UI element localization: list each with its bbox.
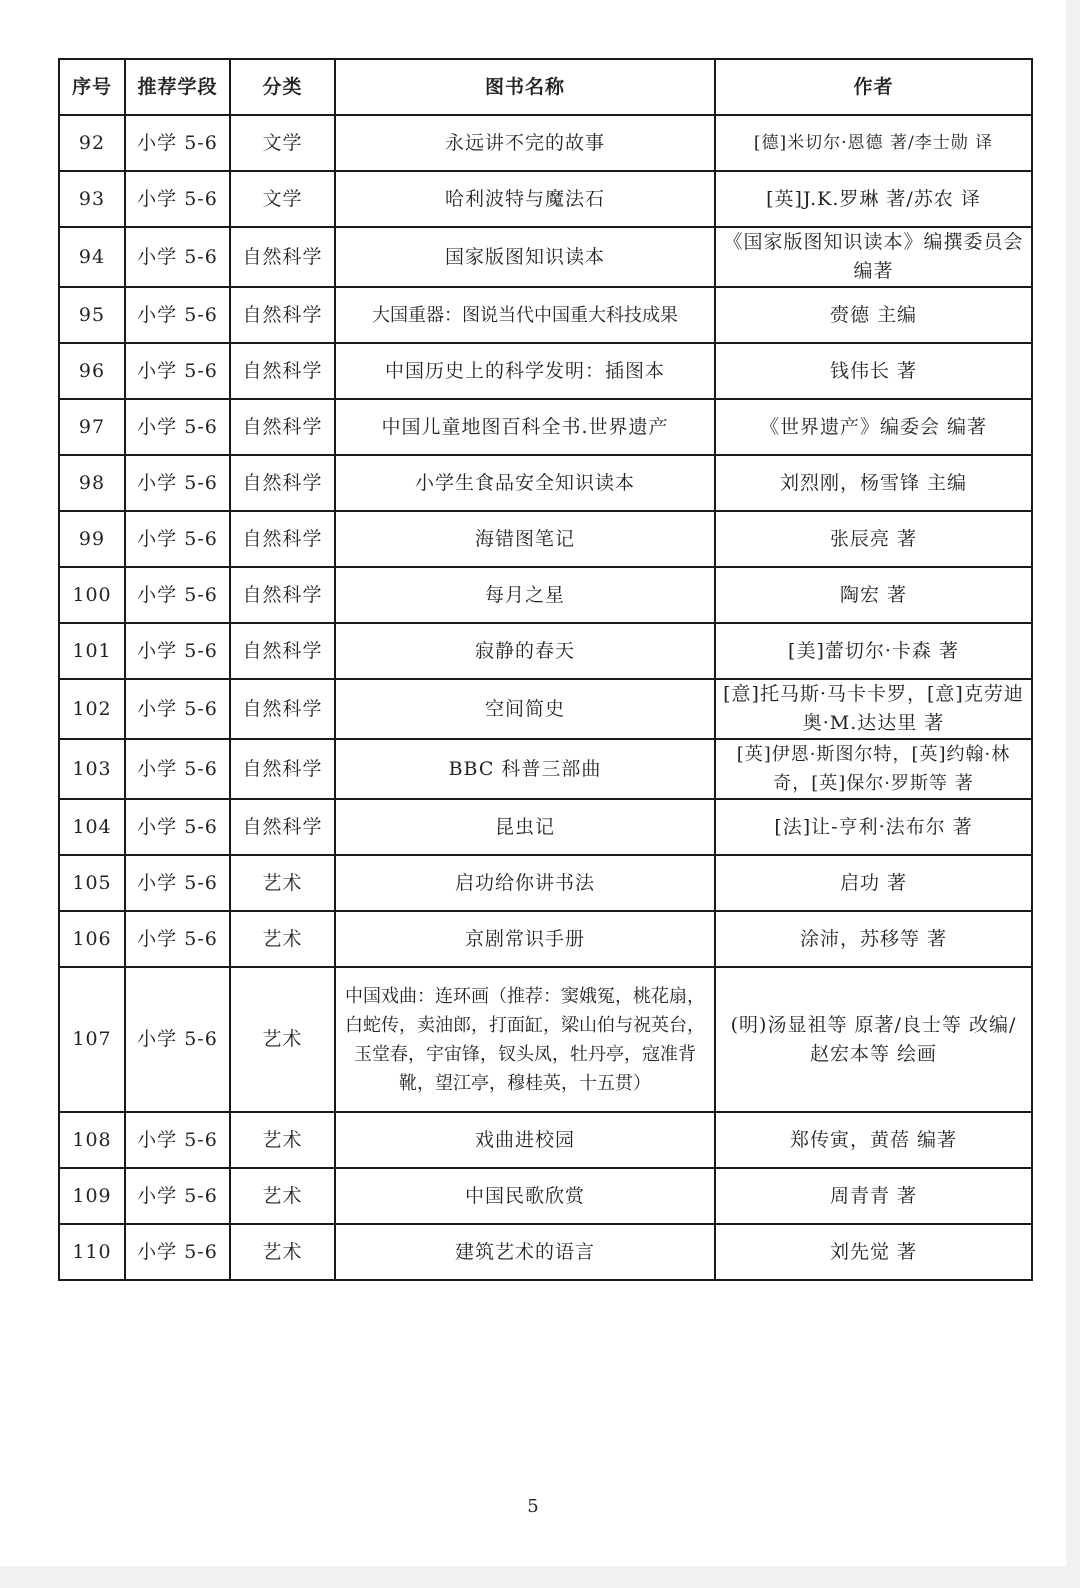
header-author: 作者 [715,59,1032,115]
cell-index: 102 [59,679,125,739]
cell-stage: 小学 5-6 [125,227,230,287]
cell-stage: 小学 5-6 [125,739,230,799]
cell-title: 小学生食品安全知识读本 [335,455,715,511]
cell-category: 自然科学 [230,343,335,399]
cell-title: 启功给你讲书法 [335,855,715,911]
page-number: 5 [527,1496,539,1517]
cell-title: 中国儿童地图百科全书.世界遗产 [335,399,715,455]
header-title: 图书名称 [335,59,715,115]
table-row [59,399,1032,455]
cell-author: (明)汤显祖等 原著/良士等 改编/赵宏本等 绘画 [715,967,1032,1112]
table-row [59,967,1032,1112]
table-header-row [59,59,1032,115]
cell-category: 自然科学 [230,739,335,799]
cell-category: 自然科学 [230,511,335,567]
cell-category: 自然科学 [230,399,335,455]
cell-author: 《国家版图知识读本》编撰委员会 编著 [715,227,1032,287]
cell-category: 文学 [230,115,335,171]
cell-author: [英]J.K.罗琳 著/苏农 译 [715,171,1032,227]
table-row [59,855,1032,911]
book-list-table [58,58,1033,1281]
cell-stage: 小学 5-6 [125,343,230,399]
table-row [59,227,1032,287]
cell-index: 95 [59,287,125,343]
cell-category: 艺术 [230,1224,335,1280]
cell-author: 《世界遗产》编委会 编著 [715,399,1032,455]
cell-category: 艺术 [230,1168,335,1224]
cell-category: 文学 [230,171,335,227]
cell-index: 110 [59,1224,125,1280]
cell-stage: 小学 5-6 [125,855,230,911]
cell-category: 自然科学 [230,567,335,623]
cell-stage: 小学 5-6 [125,1168,230,1224]
cell-index: 100 [59,567,125,623]
cell-author: 陶宏 著 [715,567,1032,623]
cell-author: [美]蕾切尔·卡森 著 [715,623,1032,679]
table-row [59,287,1032,343]
header-index: 序号 [59,59,125,115]
cell-title: 大国重器：图说当代中国重大科技成果 [335,287,715,343]
table-row [59,679,1032,739]
cell-author: 启功 著 [715,855,1032,911]
cell-stage: 小学 5-6 [125,511,230,567]
cell-author: [英]伊恩·斯图尔特，[英]约翰·林奇，[英]保尔·罗斯等 著 [715,739,1032,799]
cell-stage: 小学 5-6 [125,967,230,1112]
table-row [59,115,1032,171]
cell-stage: 小学 5-6 [125,1112,230,1168]
cell-index: 98 [59,455,125,511]
cell-index: 94 [59,227,125,287]
table-row [59,623,1032,679]
table-row [59,739,1032,799]
header-category: 分类 [230,59,335,115]
cell-category: 自然科学 [230,799,335,855]
cell-title: 哈利波特与魔法石 [335,171,715,227]
cell-category: 艺术 [230,967,335,1112]
cell-author: 周青青 著 [715,1168,1032,1224]
cell-stage: 小学 5-6 [125,567,230,623]
cell-author: [德]米切尔·恩德 著/李士勋 译 [715,115,1032,171]
cell-stage: 小学 5-6 [125,455,230,511]
header-stage: 推荐学段 [125,59,230,115]
cell-category: 自然科学 [230,287,335,343]
cell-stage: 小学 5-6 [125,171,230,227]
cell-title: 中国戏曲：连环画（推荐：窦娥冤，桃花扇，白蛇传，卖油郎，打面缸，梁山伯与祝英台，玉堂春，宇宙锋，钗头凤，牡丹亭，寇准背靴，望江亭，穆桂英，十五贯） [335,967,715,1112]
cell-category: 自然科学 [230,455,335,511]
cell-index: 103 [59,739,125,799]
cell-stage: 小学 5-6 [125,799,230,855]
cell-title: 空间简史 [335,679,715,739]
table-row [59,567,1032,623]
cell-author: [法]让-亨利·法布尔 著 [715,799,1032,855]
cell-stage: 小学 5-6 [125,623,230,679]
table-row [59,343,1032,399]
table-row [59,799,1032,855]
cell-index: 97 [59,399,125,455]
cell-category: 自然科学 [230,679,335,739]
cell-index: 109 [59,1168,125,1224]
cell-index: 92 [59,115,125,171]
table-row [59,911,1032,967]
table-row [59,1112,1032,1168]
cell-stage: 小学 5-6 [125,115,230,171]
cell-title: 永远讲不完的故事 [335,115,715,171]
cell-stage: 小学 5-6 [125,679,230,739]
cell-title: 昆虫记 [335,799,715,855]
cell-title: 寂静的春天 [335,623,715,679]
cell-index: 104 [59,799,125,855]
cell-index: 108 [59,1112,125,1168]
cell-author: 郑传寅，黄蓓 编著 [715,1112,1032,1168]
cell-author: 钱伟长 著 [715,343,1032,399]
cell-category: 艺术 [230,1112,335,1168]
cell-index: 99 [59,511,125,567]
cell-title: 中国民歌欣赏 [335,1168,715,1224]
cell-author: 涂沛，苏移等 著 [715,911,1032,967]
cell-title: 京剧常识手册 [335,911,715,967]
cell-category: 自然科学 [230,623,335,679]
cell-category: 艺术 [230,855,335,911]
cell-stage: 小学 5-6 [125,399,230,455]
cell-stage: 小学 5-6 [125,1224,230,1280]
cell-title: 国家版图知识读本 [335,227,715,287]
table-row [59,1168,1032,1224]
cell-stage: 小学 5-6 [125,287,230,343]
table-row [59,455,1032,511]
cell-title: 建筑艺术的语言 [335,1224,715,1280]
cell-index: 106 [59,911,125,967]
cell-author: [意]托马斯·马卡卡罗，[意]克劳迪奥·M.达达里 著 [715,679,1032,739]
cell-author: 张辰亮 著 [715,511,1032,567]
cell-index: 101 [59,623,125,679]
cell-category: 艺术 [230,911,335,967]
cell-index: 93 [59,171,125,227]
cell-title: BBC 科普三部曲 [335,739,715,799]
table-row [59,511,1032,567]
cell-title: 海错图笔记 [335,511,715,567]
cell-title: 中国历史上的科学发明：插图本 [335,343,715,399]
cell-index: 105 [59,855,125,911]
cell-title: 每月之星 [335,567,715,623]
cell-stage: 小学 5-6 [125,911,230,967]
cell-category: 自然科学 [230,227,335,287]
cell-author: 赍德 主编 [715,287,1032,343]
cell-index: 107 [59,967,125,1112]
table-row [59,1224,1032,1280]
cell-index: 96 [59,343,125,399]
table-row [59,171,1032,227]
cell-title: 戏曲进校园 [335,1112,715,1168]
cell-author: 刘烈刚，杨雪锋 主编 [715,455,1032,511]
cell-author: 刘先觉 著 [715,1224,1032,1280]
